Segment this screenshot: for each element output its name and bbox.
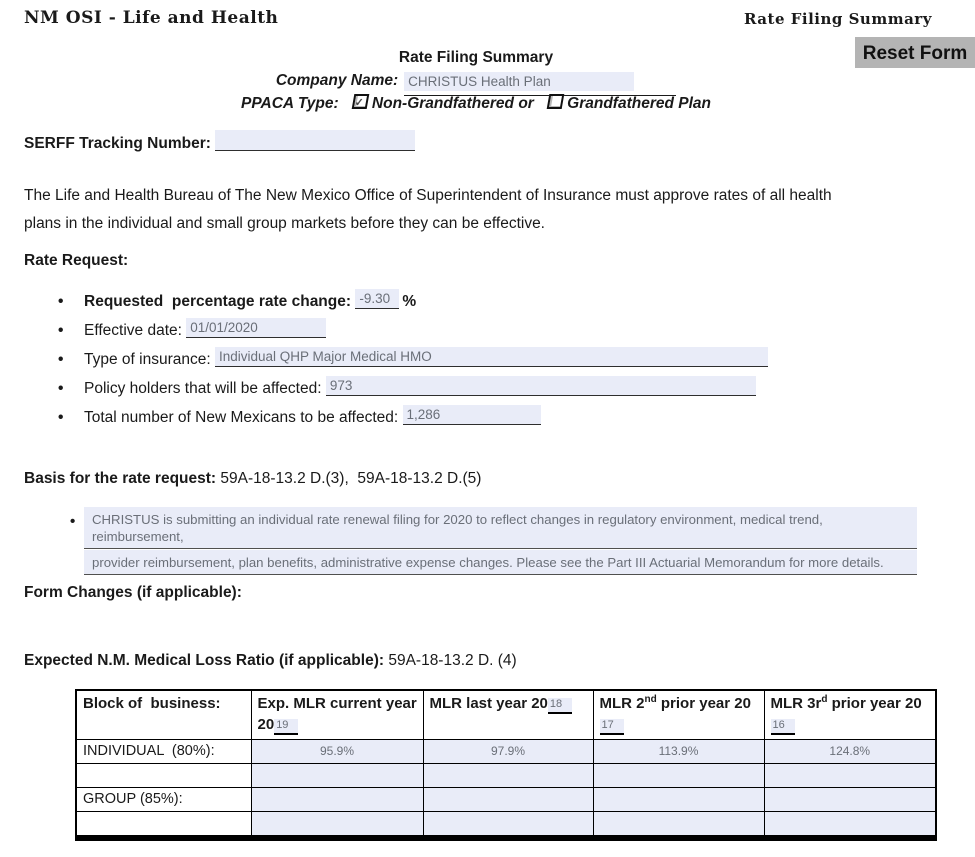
basis-heading [24, 470, 481, 488]
table-row-empty-2 [76, 812, 936, 839]
company-name-label: Company Name: [275, 72, 399, 89]
list-item-policy-holders [58, 376, 958, 400]
mlr-table-header-row [76, 690, 936, 740]
header-mlr-3rd-prior-year: MLR $3r^d$ prior year 2016 [764, 690, 936, 740]
table-row-empty-1 [76, 764, 936, 788]
mlr-table [75, 689, 937, 841]
basis-detail-line-1: CHRISTUS is submitting an individual rate renewal filing for 2020 to reflect changes in regulatory environment, medical trend, reimbursement, [84, 507, 917, 549]
effective-date-label: Effective date: [84, 322, 187, 339]
page-header-right: Rate Filing Summary [744, 10, 932, 28]
row-label-empty [76, 812, 251, 839]
form-changes-heading: Form Changes (if applicable): [24, 584, 242, 601]
table-row-individual [76, 740, 936, 764]
bullet-icon: • [58, 293, 64, 310]
option-non-grandfathered-label: Non-Grandfathered or [371, 95, 534, 112]
ppaca-type-label: PPACA Type: [241, 95, 339, 112]
list-item-total-affected [58, 405, 958, 429]
mlr-heading-label: Expected N.M. Medical Loss Ratio (if applicable): [24, 652, 389, 669]
mlr-cell[interactable]: 124.8% [764, 740, 936, 764]
mlr-heading-citation: 59A-18-13.2 D. (4) [388, 652, 517, 669]
header-mlr-last-year: MLR last year 20 18 [423, 690, 593, 740]
mlr-cell[interactable]: 95.9% [251, 740, 423, 764]
row-label-group: GROUP (85%): [76, 788, 251, 812]
bullet-icon: • [70, 513, 76, 530]
mlr-cell[interactable] [251, 788, 423, 812]
reset-form-button[interactable]: Reset Form [855, 37, 975, 68]
company-name-field[interactable]: CHRISTUS Health Plan [404, 72, 634, 91]
table-row-group [76, 788, 936, 812]
basis-detail-field[interactable] [84, 507, 917, 576]
total-affected-field[interactable]: 1,286 [403, 405, 541, 425]
bullet-icon: • [58, 409, 64, 426]
header-block-of-business: Block of business: [76, 690, 251, 740]
header-exp-mlr-current-year: Exp. MLR current year 20 19 [251, 690, 423, 740]
mlr-cell[interactable]: 113.9% [593, 740, 764, 764]
mlr-cell[interactable] [251, 812, 423, 839]
policy-holders-label: Policy holders that will be affected: [84, 380, 326, 397]
rate-change-label: Requested percentage rate change: [84, 293, 356, 310]
mlr-cell[interactable] [593, 788, 764, 812]
page-header-left: NM OSI - Life and Health [24, 8, 279, 28]
serff-label: SERFF Tracking Number: [24, 135, 211, 152]
effective-date-field[interactable]: 01/01/2020 [186, 318, 326, 338]
mlr-cell[interactable] [593, 764, 764, 788]
mlr-cell[interactable] [251, 764, 423, 788]
company-name-row [0, 69, 952, 92]
mlr-cell[interactable] [764, 788, 936, 812]
ppaca-type-row [0, 92, 952, 115]
serff-row [24, 130, 415, 153]
list-item-effective-date [58, 318, 958, 342]
mlr-cell[interactable] [423, 764, 593, 788]
list-item-rate-change [58, 289, 958, 313]
year-field-current[interactable]: 19 [274, 719, 298, 735]
insurance-type-field[interactable]: Individual QHP Major Medical HMO [215, 347, 768, 367]
ordinal-suffix: nd [644, 694, 657, 705]
bullet-icon: • [58, 322, 64, 339]
basis-heading-label: Basis for the rate request: [24, 470, 221, 487]
mlr-cell[interactable] [423, 788, 593, 812]
option-grandfathered-label: Grandfathered Plan [567, 95, 711, 112]
serff-field[interactable] [215, 130, 415, 151]
mlr-heading [24, 652, 517, 670]
bullet-icon: • [58, 380, 64, 397]
header-mlr-2nd-prior-year: MLR 2nd prior year 2017 [593, 690, 764, 740]
rate-request-list [58, 289, 958, 434]
mlr-cell[interactable] [593, 812, 764, 839]
basis-detail-line-2: provider reimbursement, plan benefits, administrative expense changes. Please see the Part III Actuarial Memorandum for more details. [84, 550, 917, 575]
check-icon: ✓ [354, 97, 364, 109]
bullet-icon: • [58, 351, 64, 368]
row-label-empty [76, 764, 251, 788]
form-title: Rate Filing Summary [398, 49, 554, 66]
checkbox-grandfathered[interactable] [547, 94, 565, 109]
year-field-3rd-prior[interactable]: 16 [771, 719, 795, 735]
mlr-cell[interactable] [764, 812, 936, 839]
list-item-insurance-type [58, 347, 958, 371]
insurance-type-label: Type of insurance: [84, 351, 215, 368]
year-field-last[interactable]: 18 [548, 698, 572, 714]
year-field-2nd-prior[interactable]: 17 [600, 719, 624, 735]
basis-heading-citations: 59A-18-13.2 D.(3), 59A-18-13.2 D.(5) [220, 470, 482, 487]
intro-paragraph: The Life and Health Bureau of The New Mexico Office of Superintendent of Insurance must approve rates of all health plans in the individual and small group markets before they can be effective. [24, 187, 832, 232]
form-header-block [0, 46, 952, 115]
mlr-cell[interactable] [423, 812, 593, 839]
rate-request-heading: Rate Request: [24, 252, 129, 269]
ordinal-suffix: d [821, 694, 828, 705]
row-label-individual: INDIVIDUAL (80%): [76, 740, 251, 764]
total-affected-label: Total number of New Mexicans to be affected: [84, 409, 403, 426]
rate-change-field[interactable]: -9.30 [355, 289, 399, 309]
mlr-cell[interactable] [764, 764, 936, 788]
policy-holders-field[interactable]: 973 [326, 376, 756, 396]
checkbox-non-grandfathered[interactable] [352, 94, 370, 109]
percent-suffix: % [402, 293, 417, 310]
basis-detail-block [70, 507, 917, 576]
mlr-cell[interactable]: 97.9% [423, 740, 593, 764]
